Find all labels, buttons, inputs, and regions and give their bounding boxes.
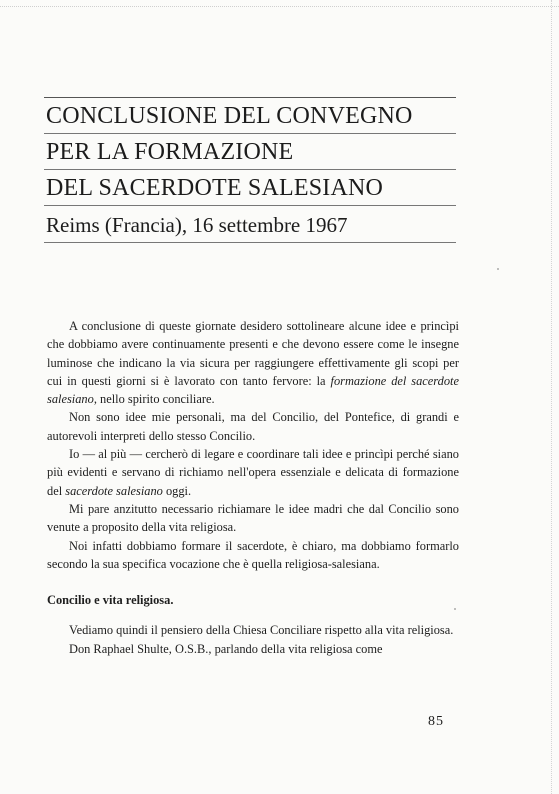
section-title: Concilio e vita religiosa.: [47, 593, 174, 608]
scan-edge-right: [550, 0, 552, 794]
paragraph: Vediamo quindi il pensiero della Chiesa Conciliare rispetto alla vita religiosa.: [69, 623, 454, 638]
heading-line-3: DEL SACERDOTE SALESIANO: [46, 175, 384, 201]
paragraph: Mi pare anzitutto necessario richiamare le idee madri che dal Concilio sono venute a proposito della vita religiosa.: [47, 501, 459, 535]
emphasis: sacerdote salesiano: [65, 483, 163, 498]
paragraph: Noi infatti dobbiamo formare il sacerdote, è chiaro, ma dobbiamo formarlo secondo la sua specifica vocazione che è quella religiosa-salesiana.: [47, 538, 459, 571]
heading-line-1: CONCLUSIONE DEL CONVEGNO: [46, 103, 413, 129]
heading-subtitle: Reims (Francia), 16 settembre 1967: [46, 213, 348, 237]
heading-line-2: PER LA FORMAZIONE: [46, 139, 294, 165]
heading-rule: [44, 242, 456, 243]
paragraph: Non sono idee mie personali, ma del Concilio, del Pontefice, di grandi e autorevoli interpreti dello stesso Concilio.: [47, 410, 459, 443]
paragraph: A conclusione di queste giornate desidero sottolineare alcune idee e princìpi che dobbiamo avere continuamente presenti e che devono essere come le insegne luminose che indicano la via sicura per raggiungere effettivamente gli scopi per cui in questi giorni si è lavorato con tanto fervore: la formazione del sacerdote salesiano, nello spirito conciliare.: [47, 319, 459, 407]
scan-edge-top: [0, 0, 559, 7]
body-text: [47, 317, 459, 658]
paragraph: Don Raphael Shulte, O.S.B., parlando della vita religiosa come: [69, 641, 383, 656]
page-number: 85: [428, 714, 444, 729]
emphasis: formazione del sacerdote salesiano: [47, 373, 459, 407]
scan-speck: [497, 268, 499, 270]
paragraph: Io — al più — cercherò di legare e coordinare tali idee e princìpi perché siano più evidenti e servano di richiamo nell'opera essenziale e delicata di formazione del sacerdote salesiano oggi.: [47, 447, 459, 498]
scan-speck: [454, 608, 456, 610]
chapter-heading: [44, 97, 456, 243]
